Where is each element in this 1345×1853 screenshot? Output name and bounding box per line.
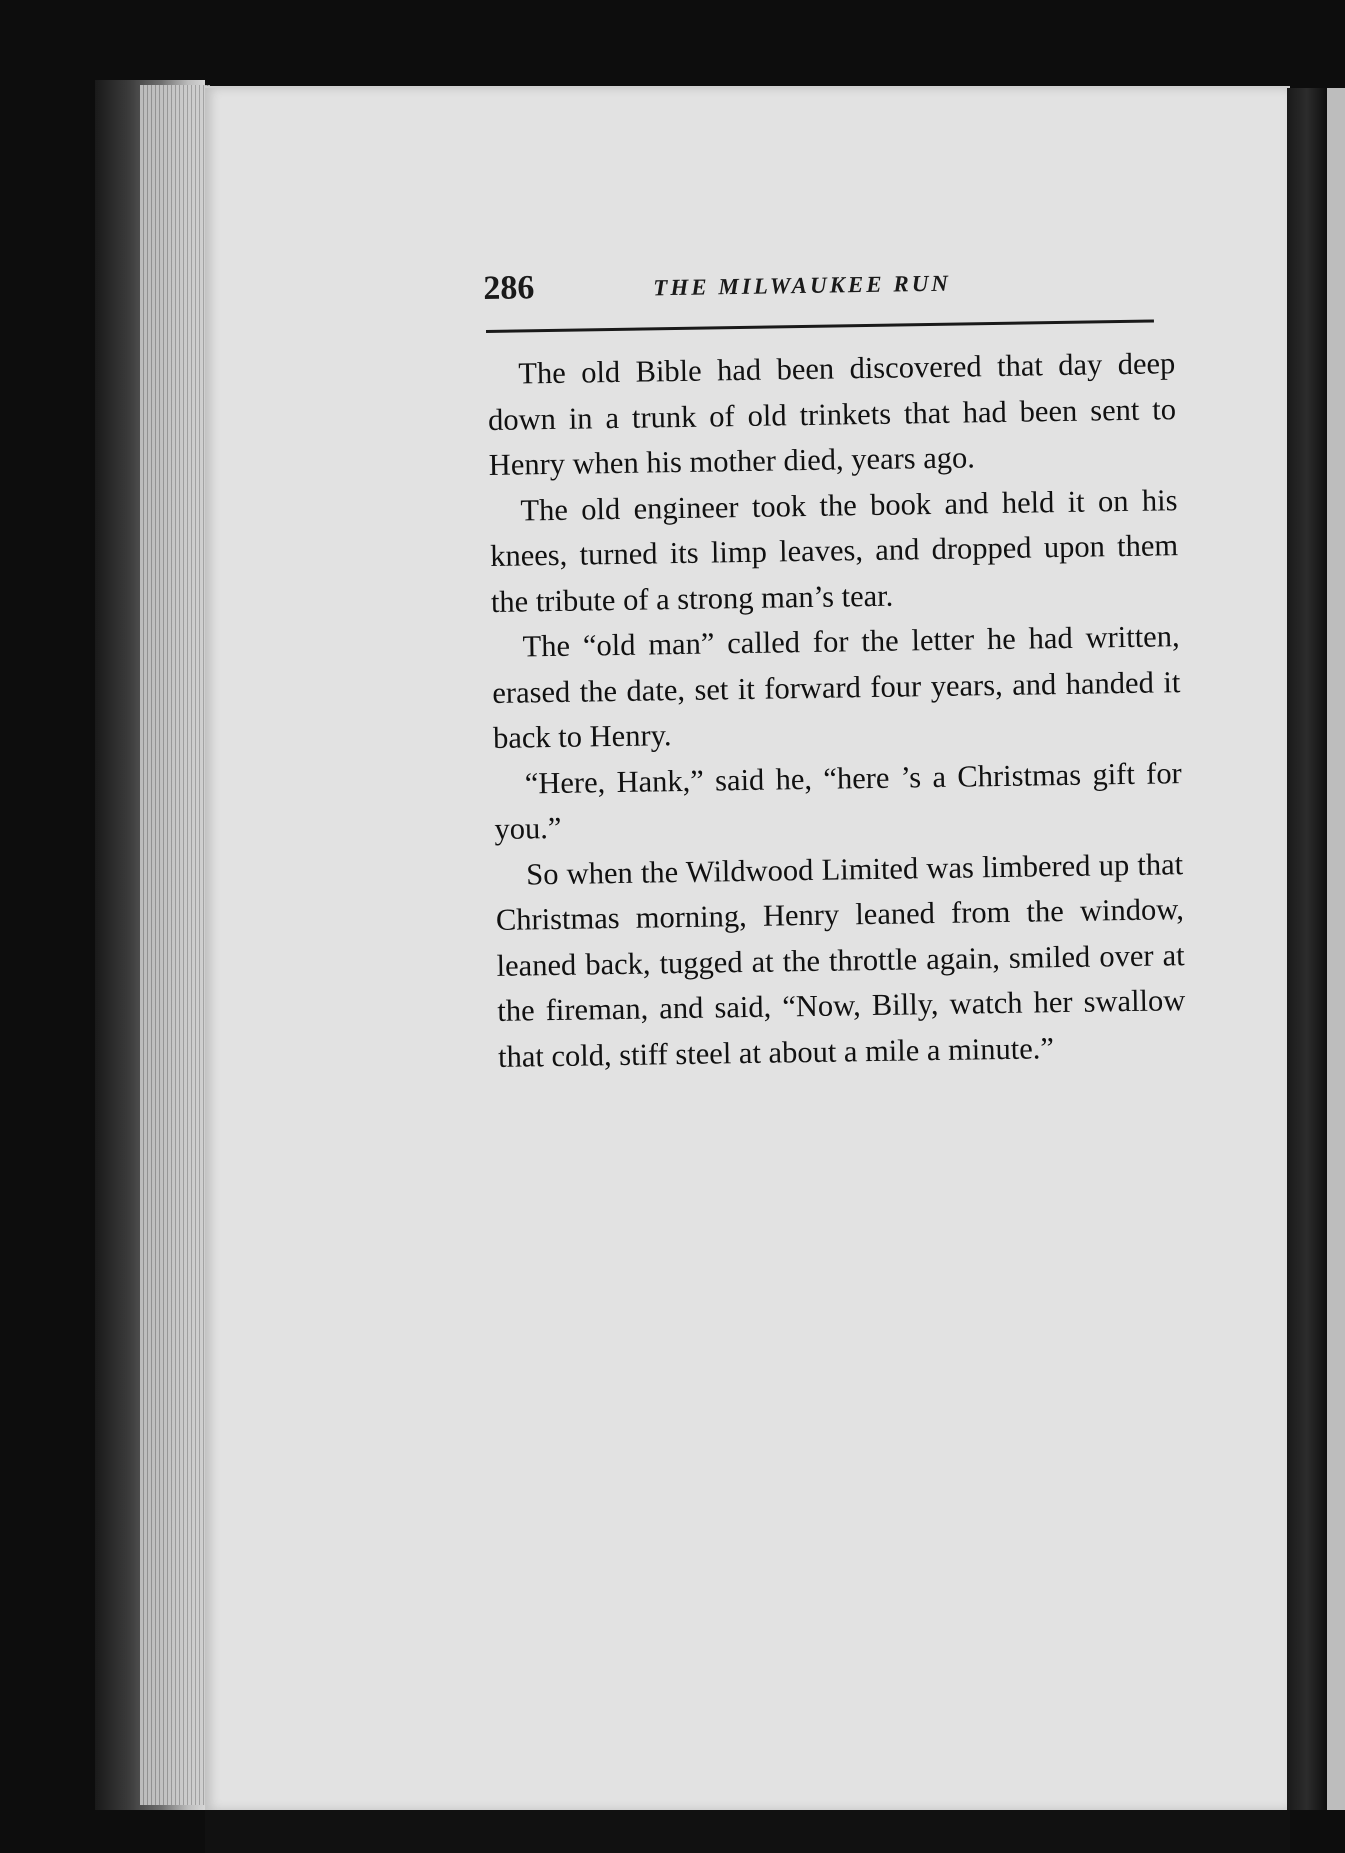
right-gutter-shadow [1287,88,1327,1810]
paragraph: So when the Wildwood Limited was limbered up that Christmas morning, Henry leaned from the window, leaned back, tugged at the throttle again, smiled over at the fireman, and said, “Now, Billy, watch her swallow that cold, stiff steel at about a mile a minute.” [495,846,1186,1074]
page-number: 286 [483,269,535,307]
paragraph: The old engineer took the book and held it on his knees, turned its limp leaves, and dropped upon them the tribute of a strong man’s tear. [489,482,1179,619]
body-text [487,341,1186,1080]
page-stack-edges [140,85,210,1805]
paragraph: The “old man” called for the letter he had written, erased the date, set it forward four years, and handed it back to Henry. [492,619,1181,755]
paragraph: “Here, Hank,” said he, “here ’s a Christmas gift for you.” [494,755,1182,846]
bottom-edge-shadow [205,1810,1290,1853]
running-title: THE MILWAUKEE RUN [653,270,952,301]
right-page-edge [1327,88,1345,1810]
page-top-edge [205,86,1290,88]
paragraph: The old Bible had been discovered that day deep down in a trunk of old trinkets that had been sent to Henry when his mother died, years ago. [487,346,1177,482]
